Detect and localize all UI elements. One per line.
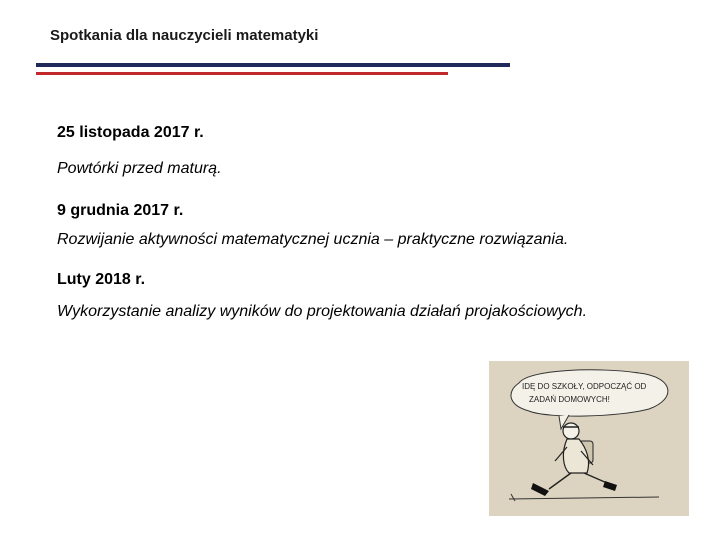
slide-title: Spotkania dla nauczycieli matematyki xyxy=(50,27,319,44)
agenda-date-3: Luty 2018 r. xyxy=(57,271,146,288)
ground-line xyxy=(509,497,659,499)
speech-text-line-2: ZADAŃ DOMOWYCH! xyxy=(529,395,610,404)
agenda-topic-3: Wykorzystanie analizy wyników do projektowania działań projakościowych. xyxy=(57,303,588,320)
student-head xyxy=(563,423,579,439)
speech-text-line-1: IDĘ DO SZKOŁY, ODPOCZĄĆ OD xyxy=(522,382,647,391)
speech-bubble xyxy=(511,370,668,416)
agenda-date-2: 9 grudnia 2017 r. xyxy=(57,202,184,219)
shoe-left xyxy=(531,483,549,496)
shoe-right xyxy=(603,481,617,491)
agenda-date-1: 25 listopada 2017 r. xyxy=(57,124,204,141)
agenda-topic-2: Rozwijanie aktywności matematycznej ucznia – praktyczne rozwiązania. xyxy=(57,231,569,248)
student-walking-cartoon xyxy=(489,361,689,516)
title-underline-red xyxy=(36,72,448,75)
cartoon-illustration xyxy=(489,361,689,516)
agenda-topic-1: Powtórki przed maturą. xyxy=(57,160,222,177)
title-underline-navy xyxy=(36,63,510,67)
